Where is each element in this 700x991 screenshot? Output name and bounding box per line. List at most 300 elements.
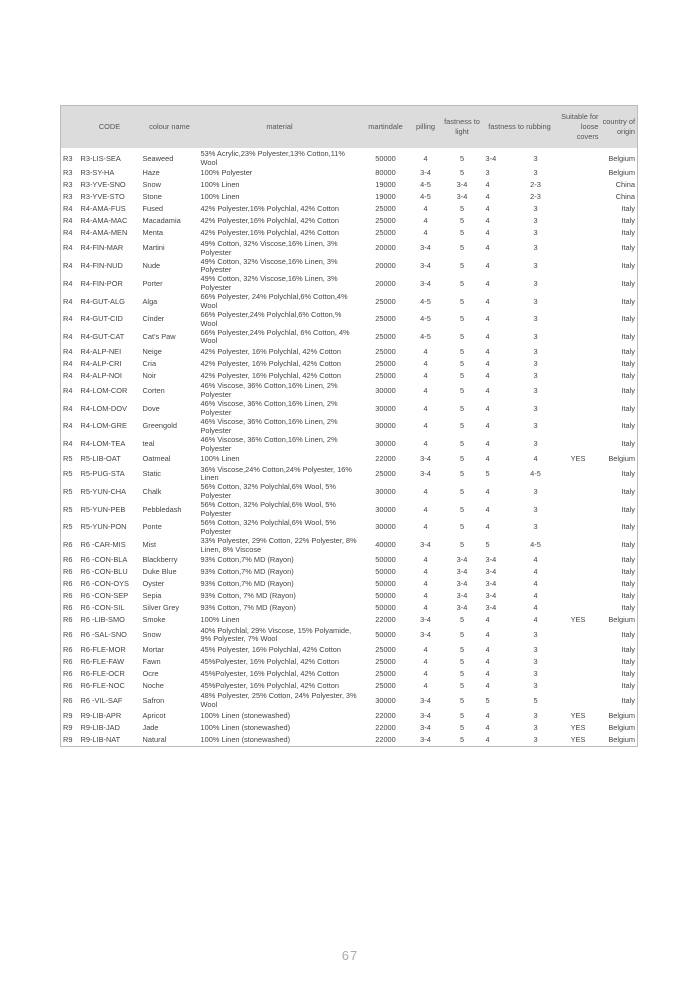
cell-material: 42% Polyester, 16% Polychlal, 42% Cotton — [200, 358, 342, 368]
cell-martindale: 22000 — [375, 454, 396, 464]
cell-martindale: 50000 — [375, 153, 396, 163]
cell-loose-covers — [556, 180, 601, 192]
cell-martindale: 25000 — [375, 680, 396, 690]
cell-fastness-rubbing-wet: 3 — [533, 486, 538, 496]
cell-range: R3 — [63, 192, 73, 202]
cell-country: Belgium — [608, 153, 636, 163]
cell-material: 56% Cotton, 32% Polychlal,6% Wool, 5% Polyester — [200, 518, 336, 536]
header-loose-covers: Suitable for loose covers — [556, 106, 601, 149]
cell-colour-name: Greengold — [142, 421, 178, 431]
cell-martindale: 25000 — [375, 469, 396, 479]
cell-pilling: 4-5 — [420, 296, 431, 306]
cell-pilling: 4-5 — [420, 332, 431, 342]
cell-material: 93% Cotton, 7% MD (Rayon) — [200, 591, 296, 601]
cell-code: R4-LOM-COR — [80, 385, 128, 395]
cell-fastness-light: 5 — [459, 630, 465, 640]
cell-loose-covers — [556, 436, 601, 454]
cell-fastness-rubbing-wet: 4 — [533, 603, 538, 613]
cell-fastness-rubbing-wet: 3 — [533, 296, 538, 306]
cell-pilling: 4 — [423, 579, 428, 589]
cell-country: Italy — [621, 358, 636, 368]
cell-country: Belgium — [608, 168, 636, 178]
cell-code: R5-YUN-CHA — [80, 486, 127, 496]
cell-material: 66% Polyester,24% Polychlal,6% Cotton,% Wool — [200, 309, 342, 328]
cell-range: R5 — [63, 522, 73, 532]
cell-colour-name: Stone — [142, 192, 162, 202]
cell-fastness-rubbing-wet: 3 — [533, 228, 538, 238]
cell-fastness-rubbing-dry: 4 — [485, 680, 490, 690]
table-row — [61, 722, 638, 734]
cell-colour-name: Snow — [142, 180, 161, 190]
cell-code: R4-LOM-TEA — [80, 439, 126, 449]
cell-martindale: 25000 — [375, 668, 396, 678]
cell-fastness-rubbing-dry: 4 — [485, 522, 490, 532]
cell-fastness-light: 5 — [459, 615, 465, 625]
table-row — [61, 329, 638, 347]
cell-pilling: 4 — [423, 644, 428, 654]
cell-loose-covers — [556, 228, 601, 240]
cell-colour-name: Duke Blue — [142, 567, 177, 577]
cell-pilling: 4 — [423, 656, 428, 666]
cell-colour-name: teal — [142, 439, 155, 449]
cell-fastness-light: 5 — [459, 695, 465, 705]
cell-fastness-rubbing-dry: 3-4 — [485, 555, 497, 565]
table-row — [61, 692, 638, 710]
cell-material: 49% Cotton, 32% Viscose,16% Linen, 3% Polyester — [200, 238, 338, 257]
cell-colour-name: Cat’s Paw — [142, 332, 176, 342]
cell-range: R4 — [63, 216, 73, 226]
cell-fastness-light: 5 — [459, 421, 465, 431]
cell-code: R5-YUN-PON — [80, 522, 127, 532]
cell-fastness-rubbing-wet: 3 — [533, 522, 538, 532]
cell-range: R4 — [63, 296, 73, 306]
cell-fastness-rubbing-wet: 4 — [533, 454, 538, 464]
cell-material: 49% Cotton, 32% Viscose,16% Linen, 3% Polyester — [200, 274, 338, 293]
cell-fastness-rubbing-wet: 3 — [533, 278, 538, 288]
cell-material: 100% Linen — [200, 180, 240, 190]
cell-range: R6 — [63, 579, 73, 589]
cell-code: R9-LIB-NAT — [80, 734, 121, 744]
cell-loose-covers — [556, 311, 601, 329]
cell-loose-covers — [556, 567, 601, 579]
table-row — [61, 668, 638, 680]
cell-fastness-rubbing-wet: 3 — [533, 439, 538, 449]
cell-material: 100% Linen — [200, 615, 240, 625]
table-row — [61, 370, 638, 382]
table-row — [61, 204, 638, 216]
cell-loose-covers: YES — [570, 734, 586, 744]
cell-fastness-rubbing-wet: 3 — [533, 153, 538, 163]
cell-fastness-rubbing-dry: 4 — [485, 261, 490, 271]
cell-fastness-rubbing-wet: 3 — [533, 314, 538, 324]
cell-country: Italy — [621, 332, 636, 342]
cell-range: R6 — [63, 668, 73, 678]
cell-colour-name: Cria — [142, 358, 157, 368]
cell-loose-covers — [556, 293, 601, 311]
cell-loose-covers — [556, 258, 601, 276]
cell-loose-covers: YES — [570, 722, 586, 732]
cell-pilling: 3-4 — [420, 454, 431, 464]
cell-martindale: 50000 — [375, 603, 396, 613]
cell-fastness-light: 5 — [459, 204, 465, 214]
table-row — [61, 346, 638, 358]
cell-fastness-rubbing-dry: 4 — [485, 243, 490, 253]
cell-fastness-light: 5 — [459, 278, 465, 288]
cell-fastness-light: 5 — [459, 216, 465, 226]
cell-colour-name: Oyster — [142, 579, 165, 589]
cell-range: R5 — [63, 486, 73, 496]
table-row — [61, 579, 638, 591]
cell-colour-name: Corten — [142, 385, 165, 395]
table-row — [61, 591, 638, 603]
cell-country: Italy — [621, 603, 636, 613]
cell-fastness-rubbing-dry: 4 — [485, 332, 490, 342]
cell-range: R4 — [63, 370, 73, 380]
cell-material: 46% Viscose, 36% Cotton,16% Linen, 2% Polyester — [200, 381, 338, 400]
cell-code: R9-LIB-APR — [80, 710, 122, 720]
cell-fastness-light: 5 — [459, 680, 465, 690]
cell-martindale: 50000 — [375, 567, 396, 577]
cell-loose-covers — [556, 370, 601, 382]
cell-range: R6 — [63, 591, 73, 601]
cell-country: Belgium — [608, 722, 636, 732]
cell-code: R5-YUN-PEB — [80, 504, 126, 514]
cell-range: R6 — [63, 680, 73, 690]
cell-fastness-light: 5 — [459, 403, 465, 413]
cell-fastness-light: 5 — [459, 228, 465, 238]
cell-fastness-rubbing-wet: 5 — [533, 695, 538, 705]
cell-loose-covers — [556, 418, 601, 436]
table-row — [61, 228, 638, 240]
cell-fastness-rubbing-wet: 3 — [533, 722, 538, 732]
table-row — [61, 555, 638, 567]
cell-country: Italy — [621, 555, 636, 565]
cell-country: Italy — [621, 540, 636, 550]
header-martindale: martindale — [361, 106, 411, 149]
table-row — [61, 734, 638, 747]
cell-code: R6-FLE-OCR — [80, 668, 125, 678]
cell-material: 45%Polyester, 16% Polychlal, 42% Cotton — [200, 680, 339, 690]
cell-martindale: 25000 — [375, 370, 396, 380]
header-country: country of origin — [601, 106, 638, 149]
cell-pilling: 4 — [423, 504, 428, 514]
cell-fastness-light: 5 — [459, 644, 465, 654]
cell-range: R4 — [63, 358, 73, 368]
cell-fastness-light: 3-4 — [456, 192, 468, 202]
table-row — [61, 382, 638, 400]
header-code: CODE — [79, 106, 141, 149]
table-row — [61, 627, 638, 645]
cell-pilling: 4-5 — [420, 180, 431, 190]
table-row — [61, 192, 638, 204]
table-row — [61, 567, 638, 579]
cell-pilling: 3-4 — [420, 469, 431, 479]
table-row — [61, 293, 638, 311]
table-row — [61, 311, 638, 329]
page-number: 67 — [341, 948, 359, 963]
cell-fastness-rubbing-dry: 4 — [485, 504, 490, 514]
cell-material: 100% Linen — [200, 454, 240, 464]
cell-code: R4-AMA-MEN — [80, 228, 128, 238]
cell-fastness-rubbing-wet: 3 — [533, 358, 538, 368]
cell-material: 42% Polyester, 16% Polychlal, 42% Cotton — [200, 346, 342, 356]
cell-range: R9 — [63, 734, 73, 744]
cell-fastness-rubbing-wet: 4-5 — [530, 469, 541, 479]
cell-colour-name: Smoke — [142, 615, 166, 625]
cell-loose-covers — [556, 168, 601, 180]
cell-colour-name: Dove — [142, 403, 160, 413]
cell-fastness-rubbing-wet: 3 — [533, 204, 538, 214]
cell-material: 100% Linen (stonewashed) — [200, 710, 291, 720]
cell-fastness-rubbing-wet: 2-3 — [530, 180, 541, 190]
cell-fastness-rubbing-wet: 3 — [533, 734, 538, 744]
table-row — [61, 710, 638, 722]
cell-pilling: 3-4 — [420, 615, 431, 625]
cell-loose-covers: YES — [570, 615, 586, 625]
cell-colour-name: Jade — [142, 722, 159, 732]
cell-range: R4 — [63, 261, 73, 271]
cell-fastness-rubbing-wet: 3 — [533, 243, 538, 253]
cell-loose-covers — [556, 591, 601, 603]
cell-martindale: 25000 — [375, 314, 396, 324]
cell-code: R6-FLE-MOR — [80, 644, 126, 654]
cell-fastness-rubbing-dry: 5 — [485, 469, 490, 479]
cell-martindale: 30000 — [375, 421, 396, 431]
cell-pilling: 4 — [423, 567, 428, 577]
cell-loose-covers — [556, 192, 601, 204]
cell-code: R6 -CON-OYS — [80, 579, 129, 589]
cell-pilling: 4 — [423, 403, 428, 413]
cell-fastness-rubbing-wet: 3 — [533, 216, 538, 226]
cell-loose-covers — [556, 466, 601, 484]
cell-martindale: 19000 — [375, 192, 396, 202]
cell-code: R4-GUT-CID — [80, 314, 123, 324]
cell-colour-name: Oatmeal — [142, 454, 171, 464]
cell-range: R6 — [63, 603, 73, 613]
cell-material: 53% Acrylic,23% Polyester,13% Cotton,11% Wool — [200, 149, 345, 167]
cell-colour-name: Sepia — [142, 591, 162, 601]
cell-fastness-light: 5 — [459, 656, 465, 666]
cell-range: R9 — [63, 722, 73, 732]
cell-fastness-rubbing-dry: 4 — [485, 454, 490, 464]
cell-martindale: 30000 — [375, 403, 396, 413]
cell-material: 45% Polyester, 16% Polychlal, 42% Cotton — [200, 644, 342, 654]
cell-country: Italy — [621, 469, 636, 479]
cell-range: R5 — [63, 454, 73, 464]
cell-colour-name: Pebbledash — [142, 504, 182, 514]
cell-martindale: 30000 — [375, 385, 396, 395]
table-row — [61, 644, 638, 656]
cell-colour-name: Noche — [142, 680, 164, 690]
cell-fastness-rubbing-dry: 4 — [485, 278, 490, 288]
cell-fastness-light: 5 — [459, 722, 465, 732]
cell-fastness-rubbing-wet: 3 — [533, 680, 538, 690]
cell-martindale: 25000 — [375, 204, 396, 214]
cell-loose-covers — [556, 555, 601, 567]
cell-fastness-rubbing-dry: 4 — [485, 192, 490, 202]
cell-fastness-light: 3-4 — [456, 579, 468, 589]
cell-martindale: 30000 — [375, 486, 396, 496]
cell-martindale: 50000 — [375, 555, 396, 565]
cell-material: 46% Viscose, 36% Cotton,16% Linen, 2% Polyester — [200, 434, 338, 453]
cell-fastness-rubbing-dry: 4 — [485, 385, 490, 395]
cell-material: 100% Linen (stonewashed) — [200, 722, 291, 732]
cell-range: R6 — [63, 540, 73, 550]
cell-material: 93% Cotton,7% MD (Rayon) — [200, 567, 294, 577]
cell-loose-covers: YES — [570, 454, 586, 464]
cell-martindale: 50000 — [375, 579, 396, 589]
cell-colour-name: Safron — [142, 695, 165, 705]
cell-colour-name: Mortar — [142, 644, 164, 654]
cell-loose-covers — [556, 204, 601, 216]
cell-loose-covers — [556, 329, 601, 347]
cell-pilling: 3-4 — [420, 695, 431, 705]
cell-country: Belgium — [608, 710, 636, 720]
cell-fastness-rubbing-dry: 4 — [485, 358, 490, 368]
cell-pilling: 3-4 — [420, 540, 431, 550]
cell-fastness-light: 5 — [459, 668, 465, 678]
cell-country: Italy — [621, 591, 636, 601]
cell-fastness-rubbing-wet: 3 — [533, 346, 538, 356]
cell-range: R3 — [63, 153, 73, 163]
cell-code: R4-AMA-MAC — [80, 216, 128, 226]
cell-material: 93% Cotton,7% MD (Rayon) — [200, 579, 294, 589]
cell-country: Italy — [621, 314, 636, 324]
cell-loose-covers — [556, 148, 601, 168]
table-row — [61, 275, 638, 293]
cell-martindale: 25000 — [375, 332, 396, 342]
cell-material: 48% Polyester, 25% Cotton, 24% Polyester, 3% Wool — [200, 691, 357, 710]
cell-martindale: 25000 — [375, 358, 396, 368]
table-row — [61, 454, 638, 466]
cell-code: R6 -CON-SEP — [80, 591, 129, 601]
cell-fastness-rubbing-dry: 4 — [485, 615, 490, 625]
cell-fastness-rubbing-dry: 3-4 — [485, 579, 497, 589]
cell-fastness-rubbing-dry: 3-4 — [485, 603, 497, 613]
cell-code: R4-ALP-NEI — [80, 346, 122, 356]
cell-material: 42% Polyester,16% Polychlal, 42% Cotton — [200, 204, 339, 214]
cell-fastness-rubbing-dry: 4 — [485, 710, 490, 720]
cell-martindale: 25000 — [375, 644, 396, 654]
cell-pilling: 4 — [423, 421, 428, 431]
cell-code: R4-GUT-CAT — [80, 332, 125, 342]
cell-fastness-rubbing-wet: 3 — [533, 504, 538, 514]
cell-martindale: 80000 — [375, 168, 396, 178]
cell-range: R4 — [63, 346, 73, 356]
cell-martindale: 22000 — [375, 722, 396, 732]
fabric-spec-table — [60, 105, 638, 747]
cell-fastness-rubbing-dry: 4 — [485, 630, 490, 640]
table-row — [61, 501, 638, 519]
cell-colour-name: Natural — [142, 734, 167, 744]
cell-fastness-rubbing-wet: 4 — [533, 555, 538, 565]
cell-country: Belgium — [608, 454, 636, 464]
cell-code: R6 -CON-SIL — [80, 603, 125, 613]
cell-pilling: 4 — [423, 204, 428, 214]
cell-fastness-rubbing-wet: 3 — [533, 332, 538, 342]
cell-fastness-rubbing-dry: 4 — [485, 439, 490, 449]
cell-fastness-rubbing-dry: 4 — [485, 228, 490, 238]
cell-code: R6 -SAL-SNO — [80, 630, 127, 640]
cell-martindale: 30000 — [375, 504, 396, 514]
cell-material: 46% Viscose, 36% Cotton,16% Linen, 2% Polyester — [200, 417, 338, 435]
cell-fastness-rubbing-dry: 4 — [485, 204, 490, 214]
cell-fastness-light: 5 — [459, 332, 465, 342]
cell-country: Italy — [621, 385, 636, 395]
cell-country: Italy — [621, 486, 636, 496]
cell-country: Italy — [621, 630, 636, 640]
cell-code: R3-YVE-STO — [80, 192, 125, 202]
cell-martindale: 22000 — [375, 734, 396, 744]
cell-code: R6-FLE-FAW — [80, 656, 125, 666]
cell-material: 56% Cotton, 32% Polychlal,6% Wool, 5% Polyester — [200, 482, 336, 501]
cell-fastness-rubbing-dry: 4 — [485, 180, 490, 190]
cell-colour-name: Menta — [142, 228, 164, 238]
cell-pilling: 4 — [423, 680, 428, 690]
cell-fastness-rubbing-dry: 4 — [485, 668, 490, 678]
cell-fastness-rubbing-dry: 4 — [485, 486, 490, 496]
cell-range: R4 — [63, 385, 73, 395]
cell-material: 49% Cotton, 32% Viscose,16% Linen, 3% Polyester — [200, 256, 338, 275]
cell-fastness-rubbing-dry: 4 — [485, 656, 490, 666]
cell-pilling: 4 — [423, 439, 428, 449]
cell-martindale: 30000 — [375, 522, 396, 532]
cell-loose-covers — [556, 275, 601, 293]
header-fastness-light: fastness to light — [441, 106, 484, 149]
cell-pilling: 4 — [423, 522, 428, 532]
cell-fastness-light: 5 — [459, 385, 465, 395]
cell-pilling: 4 — [423, 555, 428, 565]
cell-colour-name: Cinder — [142, 314, 165, 324]
cell-fastness-rubbing-wet: 4 — [533, 615, 538, 625]
cell-pilling: 4 — [423, 216, 428, 226]
cell-range: R6 — [63, 695, 73, 705]
cell-martindale: 20000 — [375, 278, 396, 288]
cell-range: R6 — [63, 555, 73, 565]
cell-material: 42% Polyester, 16% Polychlal, 42% Cotton — [200, 370, 342, 380]
cell-code: R4-FIN-NUD — [80, 261, 123, 271]
cell-fastness-rubbing-dry: 4 — [485, 722, 490, 732]
cell-martindale: 25000 — [375, 296, 396, 306]
cell-fastness-light: 5 — [459, 486, 465, 496]
cell-range: R5 — [63, 504, 73, 514]
cell-loose-covers — [556, 346, 601, 358]
cell-fastness-light: 5 — [459, 153, 465, 163]
header-range — [61, 106, 79, 149]
cell-pilling: 3-4 — [420, 722, 431, 732]
cell-colour-name: Noir — [142, 370, 157, 380]
cell-fastness-light: 5 — [459, 504, 465, 514]
cell-pilling: 4 — [423, 603, 428, 613]
table-row — [61, 466, 638, 484]
cell-code: R4-LOM-DOV — [80, 403, 127, 413]
header-pilling: pilling — [411, 106, 441, 149]
cell-colour-name: Chalk — [142, 486, 162, 496]
cell-loose-covers — [556, 692, 601, 710]
cell-fastness-rubbing-wet: 3 — [533, 261, 538, 271]
cell-loose-covers — [556, 644, 601, 656]
cell-fastness-light: 5 — [459, 540, 465, 550]
cell-country: Italy — [621, 370, 636, 380]
cell-fastness-rubbing-wet: 4 — [533, 579, 538, 589]
cell-fastness-light: 5 — [459, 454, 465, 464]
cell-fastness-rubbing-dry: 5 — [485, 695, 490, 705]
cell-fastness-light: 5 — [459, 261, 465, 271]
cell-country: Italy — [621, 567, 636, 577]
cell-range: R6 — [63, 656, 73, 666]
cell-material: 46% Viscose, 36% Cotton,16% Linen, 2% Polyester — [200, 399, 338, 418]
cell-loose-covers — [556, 382, 601, 400]
